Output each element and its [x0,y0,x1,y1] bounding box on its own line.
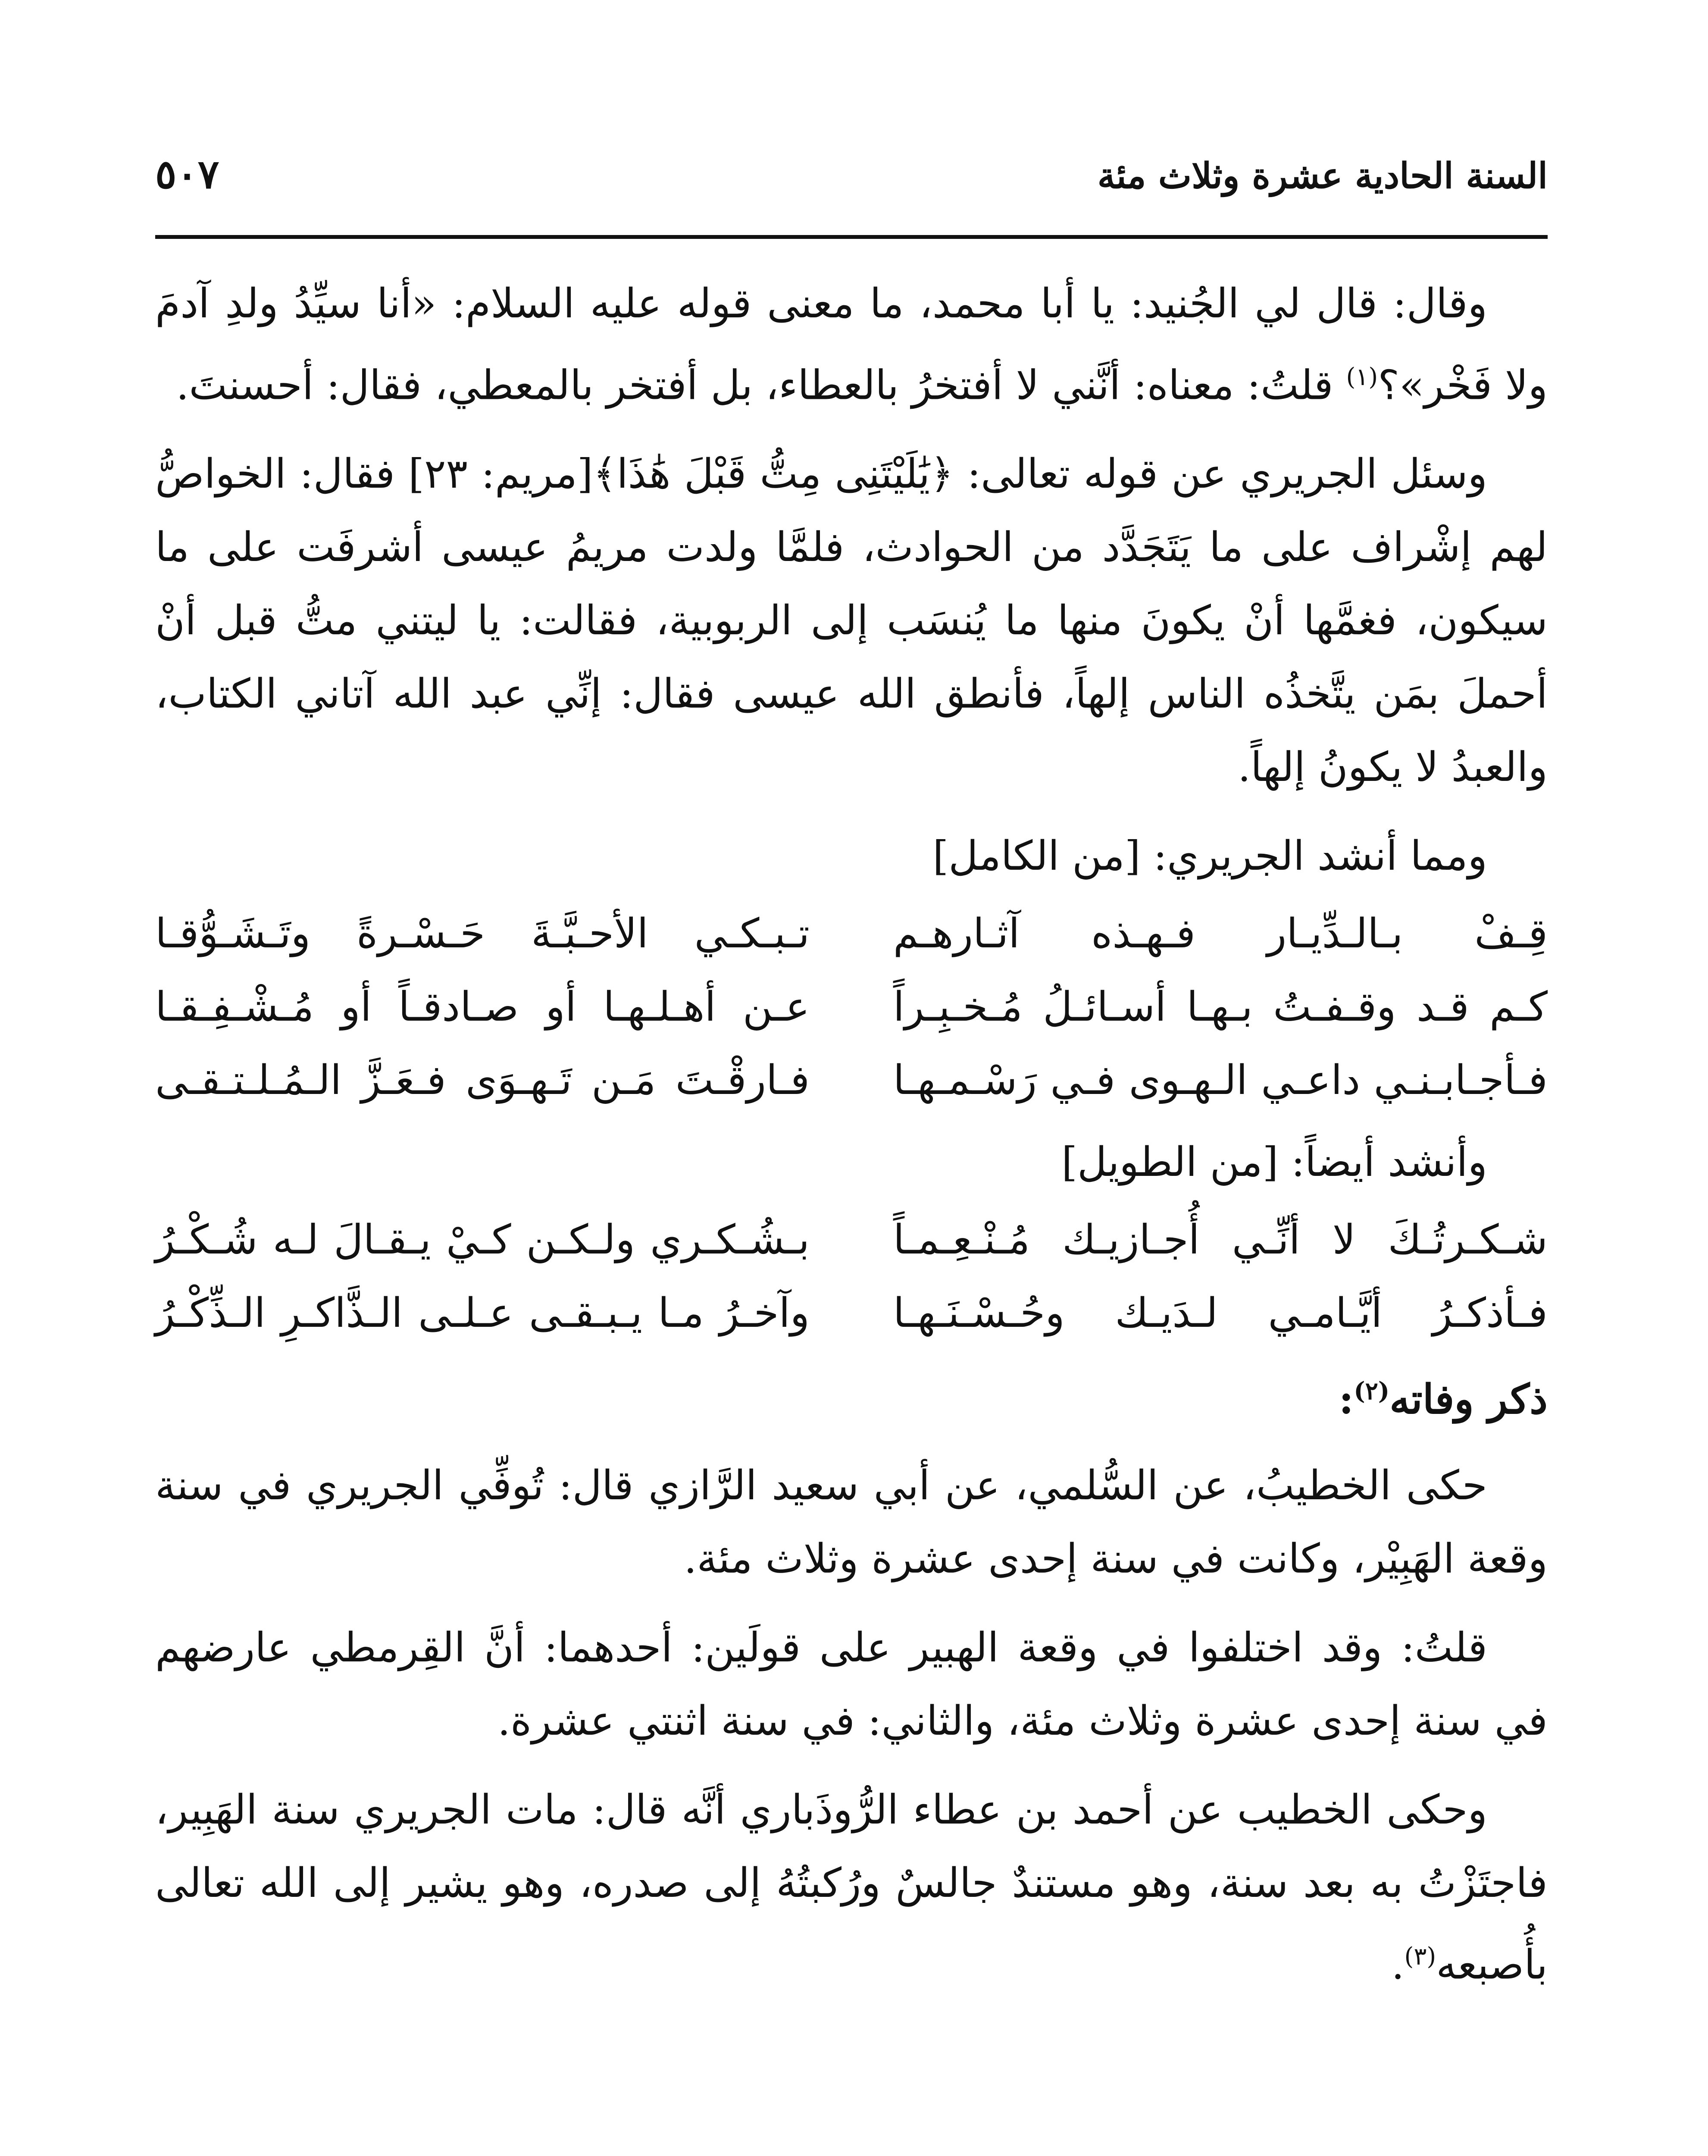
book-page [155,129,1548,2156]
page-body [155,267,1548,2017]
paragraph-text: وسئل الجريري عن قوله تعالى: [954,451,1487,498]
verse-line [155,1044,1548,1117]
quran-quote: ﴿يَٰلَيْتَنِى مِتُّ قَبْلَ هَٰذَا﴾ [593,451,954,498]
hemistich-right: فـأجـابـنـي داعـي الـهـوى فـي رَسْـمـهـا [893,1057,1548,1104]
footnote-ref-3: (٣) [1404,1942,1436,1971]
running-title: السنة الحادية عشرة وثلاث مئة [1097,155,1548,197]
verse-intro-1: ومما أنشد الجريري: [من الكامل] [932,833,1487,880]
footnote-ref-1: (١) [1346,363,1378,391]
paragraph-text: . [1391,1941,1405,1988]
page-header [155,129,1548,229]
heading-colon: : [1339,1376,1354,1423]
poem-tawil [155,1203,1548,1350]
hemistich-left: وآخـرُ مـا يـبـقـى عـلـى الـذَّاكـرِ الـذِّكْـرُ [155,1290,810,1337]
hemistich-left: بـشُـكـري ولـكـن كـيْ يـقـالَ لـه شُـكْـرُ [155,1216,810,1264]
paragraph-maryam [155,438,1548,804]
verse-line [155,1203,1548,1277]
hemistich-right: فـأذكـرُ أيَّـامـي لـدَيـك وحُـسْـنَـهـا [893,1290,1548,1337]
heading-text: ذكر وفاته [1389,1376,1548,1423]
hemistich-right: قِـفْ بـالـدِّيـار فـهـذه آثـارهـم [893,910,1548,958]
verse-intro-2: وأنشد أيضاً: [من الطويل] [1061,1139,1487,1186]
paragraph-habir: قلتُ: وقد اختلفوا في وقعة الهبير على قولَين: أحدهما: أنَّ القِرمطي عارضهم في سنة إحدى عشرة وثلاث مئة، والثاني: في سنة اثنتي عشرة. [155,1624,1548,1745]
hemistich-left: عـن أهـلـهـا أو صـادقـاً أو مُـشْـفِـقـا [155,984,810,1031]
hemistich-right: كـم قـد وقـفـتُ بـهـا أسـائـلُ مُـخـبِـراً [893,984,1548,1031]
paragraph-death: حكى الخطيبُ، عن السُّلمي، عن أبي سعيد الرَّازي قال: تُوفِّي الجريري في سنة وقعة الهَبِيْر، وكانت في سنة إحدى عشرة وثلاث مئة. [155,1462,1548,1583]
verse-line [155,1277,1548,1350]
paragraph-text: وحكى الخطيب عن أحمد بن عطاء الرُّوذَباري أنَّه قال: مات الجريري سنة الهَبِير، فاجتَزْتُ به بعد سنة، وهو مستندٌ جالسٌ ورُكبتُهُ إلى صدره، وهو يشير إلى الله تعالى بأُصبعه [155,1786,1548,1988]
paragraph-rudhbari [155,1774,1548,2002]
paragraph-text: [مريم: ٢٣] فقال: الخواصُّ لهم إشْراف على ما يَتَجَدَّد من الحوادث، فلمَّا ولدت مريمُ عيسى أشرفَت على ما سيكون، فغمَّها أنْ يكونَ منها ما يُنسَب إلى الربوبية، فقالت: يا ليتني متُّ قبل أنْ أحملَ بمَن يتَّخذُه الناس إلهاً، فأنطق الله عيسى فقال: إنِّي عبد الله آتاني الكتاب، والعبدُ لا يكونُ إلهاً. [155,451,1548,791]
hemistich-left: فـارقْـتَ مَـن تَـهـوَى فـعَـزَّ الـمُـلـتـقـى [155,1057,810,1104]
verse-line [155,897,1548,971]
paragraph-junayd [155,267,1548,422]
verse-line [155,971,1548,1044]
hemistich-left: تـبـكـي الأحـبَّـةَ حَـسْـرةً وتَـشَـوُّقـا [155,910,810,958]
section-heading [155,1354,1548,1436]
paragraph-text: قلتُ: معناه: أنَّني لا أفتخرُ بالعطاء، بل أفتخر بالمعطي، فقال: أحسنتَ. [176,362,1346,409]
header-rule [155,235,1548,239]
hemistich-right: شـكـرتُـكَ لا أنِّـي أُجـازيـك مُـنْـعِـمـاً [893,1216,1548,1264]
page-number: ٥٠٧ [155,151,219,197]
paragraph-text: وقال: قال لي الجُنيد: يا أبا محمد، ما معنى قوله عليه السلام: «أنا سيِّدُ ولدِ آدمَ ولا فَخْر»؟ [155,280,1548,409]
footnote-ref-2: (٢) [1354,1377,1390,1406]
poem-kamil [155,897,1548,1117]
